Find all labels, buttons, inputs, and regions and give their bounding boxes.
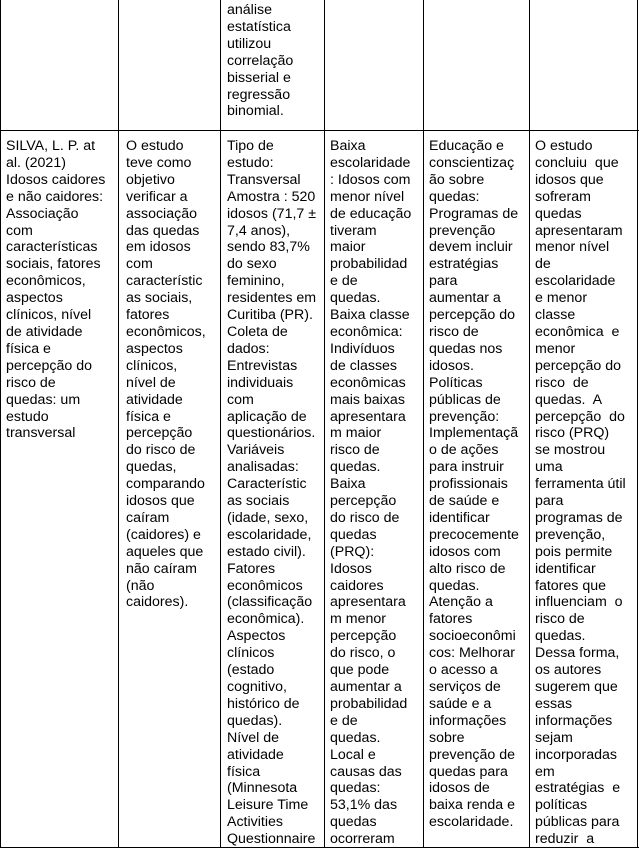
text-line: risco de bbox=[535, 374, 589, 391]
text-line: com bbox=[126, 256, 153, 273]
text-line: do sexo bbox=[227, 256, 277, 273]
text-line: do risco de bbox=[330, 509, 400, 526]
text-line: sugerem que bbox=[535, 679, 618, 695]
text-line: Baixa classe bbox=[330, 307, 410, 324]
text-line: aumentar a bbox=[429, 290, 501, 307]
text-line: regressão bbox=[227, 86, 291, 103]
text-line: do risco, o bbox=[330, 645, 396, 662]
text-line: de classes bbox=[330, 357, 398, 374]
text-line: as sociais bbox=[227, 493, 290, 510]
text-line: Questionnaire bbox=[227, 831, 316, 846]
text-line: em idosos bbox=[126, 239, 191, 256]
text-line: que pode bbox=[330, 662, 390, 679]
text-line: escolaridade bbox=[330, 154, 411, 171]
text-line: nível de bbox=[126, 374, 176, 391]
text-line: em bbox=[535, 763, 555, 780]
text-line: idosos com bbox=[429, 543, 501, 560]
text-line: pois permite bbox=[535, 543, 613, 560]
cell-recommendations bbox=[429, 138, 528, 846]
column-divider bbox=[220, 0, 221, 848]
text-line: prevenção de bbox=[429, 746, 515, 763]
text-line: econômicos, bbox=[126, 323, 206, 340]
text-line: aqueles que bbox=[126, 543, 204, 560]
text-line: atividade bbox=[126, 391, 183, 408]
text-line: menor bbox=[535, 340, 576, 357]
cell-methodology bbox=[227, 138, 323, 846]
text-line: sofreram bbox=[535, 188, 591, 205]
text-line: uma bbox=[535, 459, 563, 476]
text-line: Fatores bbox=[227, 560, 276, 577]
text-line: escolaridade. bbox=[429, 814, 514, 831]
text-line: saúde e a bbox=[429, 695, 492, 712]
text-line: percepção bbox=[330, 628, 397, 645]
text-line: econômicas bbox=[330, 374, 406, 391]
text-line: quedas. bbox=[330, 459, 381, 476]
text-line: risco de bbox=[535, 611, 585, 628]
text-line: física e bbox=[6, 340, 51, 357]
text-line: teve como bbox=[126, 154, 192, 171]
text-line: atividade bbox=[227, 746, 284, 763]
cell-reference bbox=[6, 138, 117, 846]
text-line: com bbox=[6, 222, 33, 239]
column-divider bbox=[118, 0, 119, 848]
text-line: estado civil). bbox=[227, 543, 306, 560]
text-line: mais baixas bbox=[330, 391, 405, 408]
text-line: residentes em bbox=[227, 290, 317, 307]
table-left-border bbox=[0, 0, 1, 848]
text-line: do risco de bbox=[126, 442, 196, 459]
text-line: menor nível bbox=[330, 188, 405, 205]
text-line: prevenção, bbox=[535, 526, 606, 543]
text-line: sociais, fatores bbox=[6, 256, 101, 273]
text-line: socioeconômi bbox=[429, 628, 516, 645]
text-line: Dessa forma, bbox=[535, 645, 620, 662]
text-line: quedas. bbox=[535, 628, 586, 645]
text-line: quedas bbox=[535, 205, 582, 222]
column-divider bbox=[324, 0, 325, 848]
text-line: Atenção a bbox=[429, 594, 493, 611]
text-line: percepção do bbox=[535, 357, 621, 374]
text-line: e de bbox=[330, 273, 358, 290]
text-line: incorporadas bbox=[535, 746, 618, 763]
text-line: 7,4 anos), bbox=[227, 222, 291, 239]
text-line: fatores bbox=[126, 307, 170, 324]
text-line: Característic bbox=[227, 476, 307, 493]
text-line: questionários. bbox=[227, 425, 316, 442]
text-line: quedas bbox=[330, 814, 377, 831]
text-line: não caíram bbox=[126, 560, 197, 577]
text-line: probabilidad bbox=[330, 695, 408, 712]
text-line: econômicos bbox=[227, 577, 303, 594]
text-line: Entrevistas bbox=[227, 357, 298, 374]
text-line: objetivo bbox=[126, 171, 175, 188]
text-line: públicas para bbox=[535, 814, 620, 831]
text-line: quedas. bbox=[330, 290, 381, 307]
text-line: Educação e bbox=[429, 138, 504, 154]
text-line: Políticas bbox=[429, 374, 483, 391]
text-line: Baixa bbox=[330, 138, 366, 154]
text-line: estratégias bbox=[429, 256, 499, 273]
text-line: (idade, sexo, bbox=[227, 509, 309, 526]
text-line: percepção do bbox=[429, 307, 515, 324]
text-line: Local e bbox=[330, 746, 376, 763]
text-line: aumentar a bbox=[330, 679, 402, 695]
text-line: Leisure Time bbox=[227, 797, 309, 814]
text-line: Implementaçã bbox=[429, 425, 519, 442]
text-line: estatística bbox=[227, 18, 291, 35]
text-line: apresentara bbox=[330, 408, 406, 425]
text-line: : Idosos com bbox=[330, 171, 411, 188]
text-line: aspectos bbox=[6, 290, 63, 307]
text-line: quedas, bbox=[126, 459, 177, 476]
text-line: risco de bbox=[6, 374, 56, 391]
text-line: aplicação de bbox=[227, 408, 307, 425]
text-line: com bbox=[227, 391, 254, 408]
text-line: Idosos caidores bbox=[6, 171, 106, 188]
text-line: Nível de bbox=[227, 729, 280, 746]
text-line: Idosos bbox=[330, 560, 372, 577]
text-line: conscientizaç bbox=[429, 154, 515, 171]
text-line: aspectos bbox=[126, 340, 183, 357]
text-line: histórico de bbox=[227, 695, 300, 712]
text-line: de atividade bbox=[6, 323, 83, 340]
text-line: quedas bbox=[330, 526, 377, 543]
text-line: profissionais bbox=[429, 476, 508, 493]
text-line: apresentaram bbox=[535, 222, 623, 239]
text-line: idosos que bbox=[126, 493, 195, 510]
text-line: cognitivo, bbox=[227, 679, 287, 695]
text-line: precocemente bbox=[429, 526, 519, 543]
cell-results bbox=[330, 138, 422, 846]
text-line: para bbox=[535, 493, 564, 510]
text-line: risco de bbox=[429, 323, 479, 340]
text-line: verificar a bbox=[126, 188, 188, 205]
text-line: devem incluir bbox=[429, 239, 513, 256]
text-line: Amostra : 520 bbox=[227, 188, 316, 205]
text-line: SILVA, L. P. at bbox=[6, 138, 96, 154]
table-right-border bbox=[637, 0, 638, 848]
text-line: al. (2021) bbox=[6, 154, 66, 171]
text-line: caíram bbox=[126, 509, 170, 526]
text-line: ocorreram bbox=[330, 831, 395, 846]
text-line: idosos (71,7 ± bbox=[227, 205, 317, 222]
text-line: m maior bbox=[330, 425, 382, 442]
text-line: ão sobre bbox=[429, 171, 485, 188]
text-line: os autores bbox=[535, 662, 602, 679]
text-line: de bbox=[535, 256, 551, 273]
text-line: identificar bbox=[429, 509, 490, 526]
text-line: caidores bbox=[330, 577, 384, 594]
text-line: características bbox=[6, 239, 98, 256]
text-line: idosos. bbox=[429, 357, 474, 374]
text-line: para instruir bbox=[429, 459, 504, 476]
text-line: bisserial e bbox=[227, 69, 291, 86]
text-line: sejam bbox=[535, 729, 573, 746]
text-line: maior bbox=[330, 239, 366, 256]
text-line: clínicos bbox=[227, 645, 275, 662]
text-line: apresentara bbox=[330, 594, 406, 611]
text-line: concluiu que bbox=[535, 154, 619, 171]
row-divider bbox=[0, 130, 639, 131]
text-line: Variáveis bbox=[227, 442, 285, 459]
text-line: percepção bbox=[126, 425, 193, 442]
text-line: percepção do bbox=[6, 357, 92, 374]
text-line: feminino, bbox=[227, 273, 285, 290]
text-line: e de bbox=[330, 712, 358, 729]
text-line: programas de bbox=[535, 509, 623, 526]
text-line: dados: bbox=[227, 340, 270, 357]
text-line: Activities bbox=[227, 814, 283, 831]
text-line: prevenção bbox=[429, 222, 496, 239]
text-line: econômica). bbox=[227, 611, 305, 628]
text-line: (não bbox=[126, 577, 155, 594]
text-line: Associação bbox=[6, 205, 79, 222]
text-line: ferramenta útil bbox=[535, 476, 626, 493]
text-line: risco (PRQ) bbox=[535, 425, 610, 442]
text-line: sobre bbox=[429, 729, 465, 746]
text-line: escolaridade bbox=[535, 273, 616, 290]
text-line: clínicos, nível bbox=[6, 307, 92, 324]
text-line: identificar bbox=[535, 560, 596, 577]
text-line: Programas de bbox=[429, 205, 519, 222]
text-line: econômica: bbox=[330, 323, 403, 340]
text-line: econômica e bbox=[535, 323, 620, 340]
text-line: Tipo de bbox=[227, 138, 274, 154]
text-line: m menor bbox=[330, 611, 386, 628]
text-line: correlação bbox=[227, 52, 294, 69]
text-line: quedas. A bbox=[535, 391, 603, 408]
text-line: (estado bbox=[227, 662, 275, 679]
column-divider bbox=[423, 0, 424, 848]
text-line: baixa renda e bbox=[429, 797, 515, 814]
text-line: idosos de bbox=[429, 780, 490, 797]
text-line: 53,1% das bbox=[330, 797, 398, 814]
text-line: Coleta de bbox=[227, 323, 288, 340]
column-divider bbox=[529, 0, 530, 848]
text-line: Aspectos bbox=[227, 628, 286, 645]
text-line: informações bbox=[535, 712, 613, 729]
text-line: O estudo bbox=[126, 138, 184, 154]
text-line: quedas). bbox=[227, 712, 283, 729]
text-line: quedas. bbox=[330, 729, 381, 746]
text-line: clínicos, bbox=[126, 357, 178, 374]
text-line: reduzir a bbox=[535, 831, 595, 846]
text-line: percepção do bbox=[535, 408, 625, 425]
text-line: individuais bbox=[227, 374, 294, 391]
text-line: tiveram bbox=[330, 222, 377, 239]
text-line: O estudo bbox=[535, 138, 593, 154]
text-line: associação bbox=[126, 205, 197, 222]
text-line: serviços de bbox=[429, 679, 501, 695]
text-line: quedas: bbox=[429, 188, 480, 205]
text-line: públicas de bbox=[429, 391, 501, 408]
text-line: Baixa bbox=[330, 476, 366, 493]
text-line: física e bbox=[126, 408, 171, 425]
text-line: Indivíduos bbox=[330, 340, 395, 357]
text-line: sendo 83,7% bbox=[227, 239, 310, 256]
text-line: fatores que bbox=[535, 577, 606, 594]
text-line: (classificação bbox=[227, 594, 313, 611]
text-line: transversal bbox=[6, 425, 76, 442]
text-line: alto risco de bbox=[429, 560, 506, 577]
text-line: o de ações bbox=[429, 442, 499, 459]
text-line: quedas: um bbox=[6, 391, 81, 408]
text-line: idosos que bbox=[535, 171, 604, 188]
text-line: estudo: bbox=[227, 154, 274, 171]
text-line: Curitiba (PR). bbox=[227, 307, 313, 324]
text-line: classe bbox=[535, 307, 576, 324]
text-line: comparando bbox=[126, 476, 205, 493]
text-line: análise bbox=[227, 2, 272, 18]
text-line: menor nível bbox=[535, 239, 610, 256]
text-line: cos: Melhorar bbox=[429, 645, 515, 662]
cell-conclusion bbox=[535, 138, 636, 846]
text-line: prevenção: bbox=[429, 408, 500, 425]
text-line: o acesso a bbox=[429, 662, 498, 679]
text-line: Transversal bbox=[227, 171, 301, 188]
cell-objective bbox=[126, 138, 219, 846]
text-line: quedas nos bbox=[429, 340, 503, 357]
text-line: quedas para bbox=[429, 763, 508, 780]
text-line: estratégias e bbox=[535, 780, 621, 797]
text-line: física bbox=[227, 763, 261, 780]
text-line: informações bbox=[429, 712, 507, 729]
text-line: fatores bbox=[429, 611, 473, 628]
text-line: estudo bbox=[6, 408, 49, 425]
text-line: influenciam o bbox=[535, 594, 623, 611]
text-line: escolaridade, bbox=[227, 526, 312, 543]
text-line: de saúde e bbox=[429, 493, 500, 510]
text-line: analisadas: bbox=[227, 459, 299, 476]
text-line: quedas. bbox=[429, 577, 480, 594]
text-line: característic bbox=[126, 273, 203, 290]
text-line: percepção bbox=[330, 493, 397, 510]
text-line: (PRQ): bbox=[330, 543, 375, 560]
text-line: causas das bbox=[330, 763, 402, 780]
text-line: (caidores) e bbox=[126, 526, 201, 543]
text-line: caidores). bbox=[126, 594, 189, 611]
text-line: políticas bbox=[535, 797, 588, 814]
text-line: quedas: bbox=[330, 780, 381, 797]
text-line: as sociais, bbox=[126, 290, 193, 307]
text-line: de educação bbox=[330, 205, 412, 222]
text-line: para bbox=[429, 273, 458, 290]
text-line: risco de bbox=[330, 442, 380, 459]
text-line: se mostrou bbox=[535, 442, 606, 459]
text-line: (Minnesota bbox=[227, 780, 298, 797]
text-line: e menor bbox=[535, 290, 588, 307]
text-line: econômicos, bbox=[6, 273, 86, 290]
cell-top-analysis bbox=[227, 2, 323, 130]
text-line: binomial. bbox=[227, 103, 284, 120]
text-line: utilizou bbox=[227, 35, 272, 52]
text-line: e não caidores: bbox=[6, 188, 104, 205]
text-line: essas bbox=[535, 695, 573, 712]
text-line: das quedas bbox=[126, 222, 200, 239]
text-line: probabilidad bbox=[330, 256, 408, 273]
